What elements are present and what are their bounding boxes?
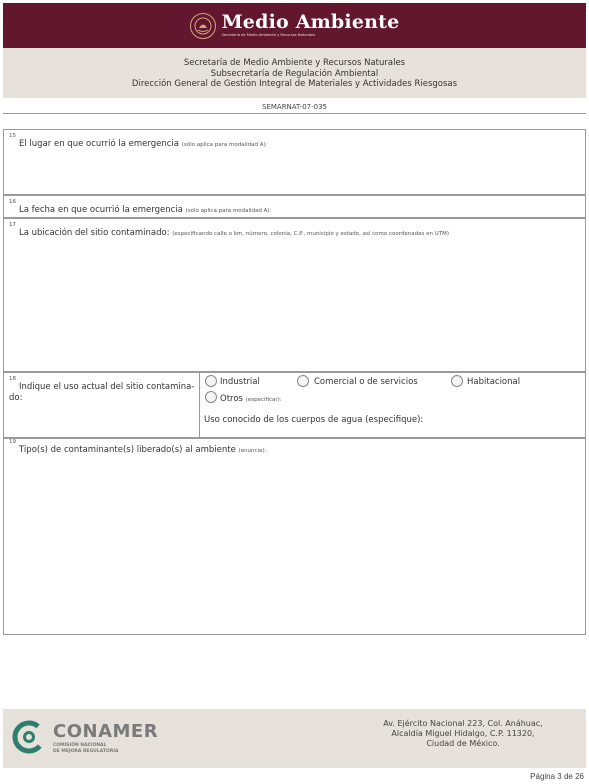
radio-comercial[interactable]: [297, 375, 309, 387]
field-17-note: (especificando calle o km, número, colonia, C.P., municipio y estado, así como coordenadas en UTM): [172, 231, 450, 237]
brand-subtitle: Secretaría de Medio Ambiente y Recursos Naturales: [221, 33, 316, 38]
header-divider: [3, 113, 586, 114]
address-line-1: Av. Ejército Nacional 223, Col. Anáhuac,: [383, 719, 543, 728]
field-16-emergency-date[interactable]: [3, 195, 586, 218]
conamer-subtitle-line-2: DE MEJORA REGULATORIA: [53, 748, 119, 754]
field-19-note: (enuncie):: [238, 448, 267, 454]
field-18-label-line-2: do:: [9, 393, 23, 403]
field-15-emergency-place[interactable]: [3, 129, 586, 195]
footer-panel: [3, 709, 586, 768]
conamer-subtitle: [53, 743, 118, 754]
field-18-number: 18: [9, 376, 16, 382]
conamer-name: CONAMER: [53, 721, 159, 742]
option-otros-text: Otros: [220, 394, 243, 404]
field-17-number: 17: [9, 222, 16, 228]
field-16-note: (sólo aplica para modalidad A):: [185, 208, 272, 214]
field-17-label: [19, 228, 449, 238]
field-17-site-location[interactable]: [3, 218, 586, 372]
brand-title: Medio Ambiente: [221, 11, 400, 34]
field-16-label: [19, 205, 271, 215]
option-comercial-label: Comercial o de servicios: [314, 377, 418, 387]
conamer-logo-icon: [12, 720, 46, 754]
field-15-label-text: El lugar en que ocurrió la emergencia: [19, 139, 179, 149]
radio-industrial[interactable]: [205, 375, 217, 387]
page-number: Página 3 de 26: [530, 772, 584, 781]
radio-habitacional[interactable]: [451, 375, 463, 387]
brand-text: [222, 13, 400, 38]
agency-subheader: [3, 48, 586, 98]
conamer-subtitle-line-1: COMISIÓN NACIONAL: [53, 743, 107, 748]
option-habitacional-label: Habitacional: [467, 377, 521, 387]
field-15-note: (sólo aplica para modalidad A):: [181, 142, 268, 148]
field-19-label: [19, 445, 266, 455]
option-otros-label: [220, 394, 282, 404]
field-19-contaminant-types[interactable]: [3, 438, 586, 635]
radio-otros[interactable]: [205, 391, 217, 403]
field-18-site-use: [3, 372, 586, 438]
address-line-2: Alcaldía Miguel Hidalgo, C.P. 11320,: [391, 729, 535, 738]
field-19-number: 19: [9, 439, 16, 445]
option-otros-note: (especificar):: [245, 397, 282, 403]
subheader-line-3: Dirección General de Gestión Integral de Materiales y Actividades Riesgosas: [131, 79, 458, 89]
national-seal-icon: [190, 13, 216, 39]
field-16-number: 16: [9, 199, 16, 205]
field-18-divider: [199, 373, 200, 437]
header-banner: [3, 3, 586, 48]
field-18-label-line-1: Indique el uso actual del sitio contamina-: [19, 382, 195, 392]
option-industrial-label: Industrial: [220, 377, 260, 387]
form-code: SEMARNAT-07-035: [262, 103, 327, 111]
field-17-label-text: La ubicación del sitio contaminado:: [19, 228, 170, 238]
subheader-line-1: Secretaría de Medio Ambiente y Recursos Naturales: [183, 58, 406, 68]
brand: [190, 13, 400, 39]
field-15-label: [19, 139, 268, 149]
footer-address: [373, 719, 553, 749]
field-16-label-text: La fecha en que ocurrió la emergencia: [19, 205, 183, 215]
field-19-label-text: Tipo(s) de contaminante(s) liberado(s) al ambiente: [19, 445, 236, 455]
subheader-line-2: Subsecretaría de Regulación Ambiental: [210, 68, 379, 79]
water-use-label: Uso conocido de los cuerpos de agua (especifique):: [204, 415, 424, 425]
field-15-number: 15: [9, 133, 16, 139]
address-line-3: Ciudad de México.: [426, 739, 500, 748]
